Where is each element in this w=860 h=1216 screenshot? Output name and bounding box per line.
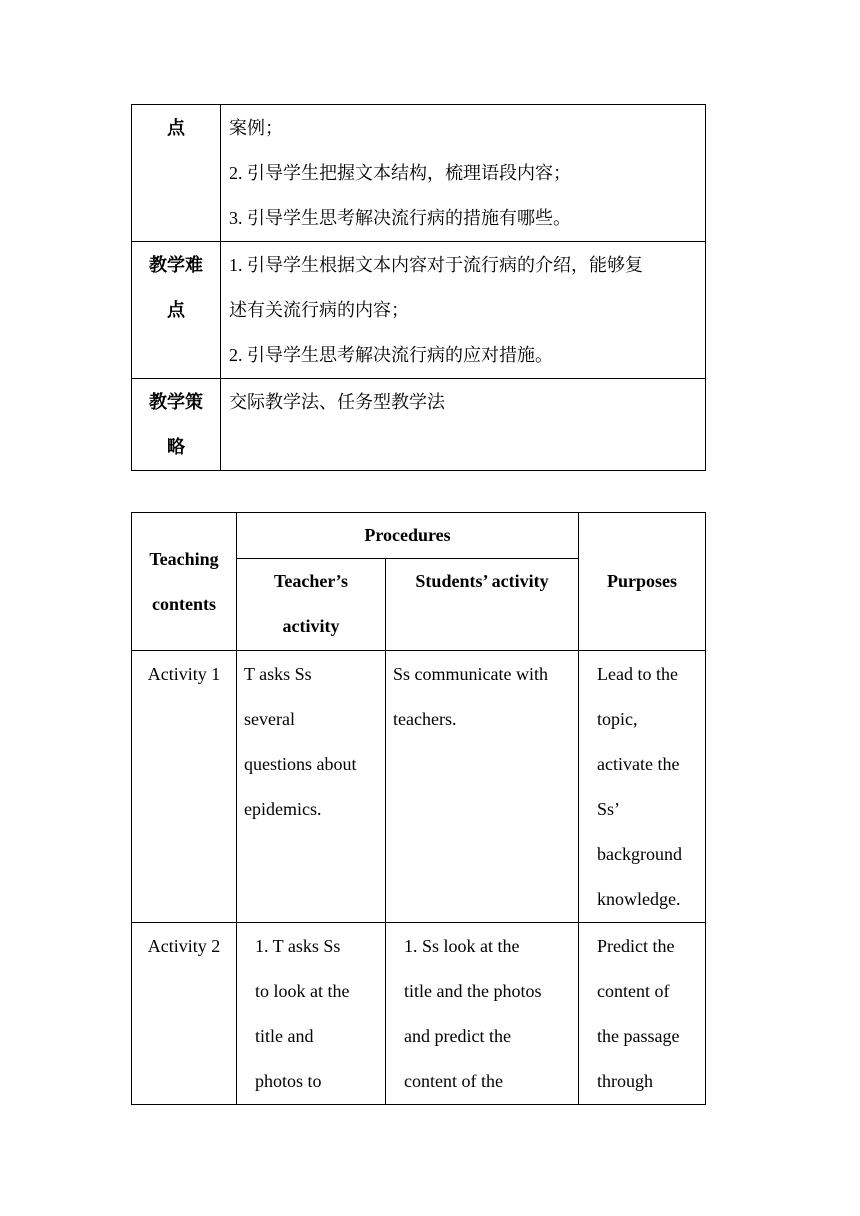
table-row bbox=[132, 105, 706, 242]
cell-line: and predict the bbox=[404, 1026, 511, 1046]
cell-line: 1. T asks Ss bbox=[255, 936, 341, 956]
cell-line: the passage bbox=[597, 1026, 680, 1046]
header-row bbox=[132, 513, 706, 559]
header-line: Teaching bbox=[149, 548, 219, 569]
table-row bbox=[132, 923, 706, 1105]
cell-line: 1. Ss look at the bbox=[404, 936, 520, 956]
header-teachers-activity bbox=[237, 559, 386, 651]
header-line: activity bbox=[282, 616, 340, 636]
cell-purposes bbox=[579, 923, 706, 1105]
cell-line: Ss communicate with bbox=[393, 664, 548, 684]
cell-line: Predict the bbox=[597, 936, 675, 956]
table-row bbox=[132, 379, 706, 471]
label-line: 点 bbox=[167, 300, 185, 320]
cell-line: topic, bbox=[597, 709, 638, 729]
procedures-table bbox=[131, 512, 706, 1105]
cell-line: Lead to the bbox=[597, 664, 678, 684]
row-label bbox=[132, 379, 221, 471]
cell-line: questions about bbox=[244, 754, 357, 774]
cell-purposes bbox=[579, 651, 706, 923]
cell-line: Ss’ bbox=[597, 799, 621, 819]
row-label bbox=[132, 105, 221, 242]
content-line: 1. 引导学生根据文本内容对于流行病的介绍，能够复 bbox=[229, 255, 643, 275]
header-purposes: Purposes bbox=[579, 513, 706, 651]
cell-line: content of the bbox=[404, 1071, 503, 1091]
table-row bbox=[132, 242, 706, 379]
cell-content: Activity 2 bbox=[132, 923, 237, 1105]
cell-teacher bbox=[237, 651, 386, 923]
cell-students bbox=[386, 923, 579, 1105]
cell-line: several bbox=[244, 709, 295, 729]
header-line: Teacher’s bbox=[274, 571, 348, 591]
cell-line: to look at the bbox=[255, 981, 350, 1001]
cell-content: Activity 1 bbox=[132, 651, 237, 923]
content-line: 述有关流行病的内容； bbox=[229, 300, 409, 320]
cell-line: teachers. bbox=[393, 709, 457, 729]
cell-line: T asks Ss bbox=[244, 664, 312, 684]
content-line: 交际教学法、任务型教学法 bbox=[229, 392, 445, 412]
row-content bbox=[221, 379, 706, 471]
header-students-activity: Students’ activity bbox=[386, 559, 579, 651]
label-line: 点 bbox=[167, 118, 185, 138]
table-row bbox=[132, 651, 706, 923]
header-procedures: Procedures bbox=[237, 513, 579, 559]
row-content bbox=[221, 242, 706, 379]
content-line: 3. 引导学生思考解决流行病的措施有哪些。 bbox=[229, 208, 571, 228]
row-content bbox=[221, 105, 706, 242]
label-line: 略 bbox=[167, 437, 185, 457]
cell-line: knowledge. bbox=[597, 889, 681, 909]
content-line: 2. 引导学生把握文本结构，梳理语段内容； bbox=[229, 163, 571, 183]
cell-students bbox=[386, 651, 579, 923]
cell-line: background bbox=[597, 844, 682, 864]
row-label bbox=[132, 242, 221, 379]
cell-line: epidemics. bbox=[244, 799, 322, 819]
cell-line: title and bbox=[255, 1026, 314, 1046]
content-line: 2. 引导学生思考解决流行病的应对措施。 bbox=[229, 345, 553, 365]
cell-line: activate the bbox=[597, 754, 680, 774]
header-line: contents bbox=[152, 593, 216, 614]
cell-line: title and the photos bbox=[404, 981, 542, 1001]
label-line: 教学难 bbox=[149, 255, 203, 275]
cell-line: photos to bbox=[255, 1071, 322, 1091]
header-teaching-contents bbox=[132, 513, 237, 651]
label-line: 教学策 bbox=[149, 392, 203, 412]
cell-line: content of bbox=[597, 981, 670, 1001]
teaching-focus-table bbox=[131, 104, 706, 471]
cell-teacher bbox=[237, 923, 386, 1105]
cell-line: through bbox=[597, 1071, 654, 1091]
content-line: 案例； bbox=[229, 118, 283, 138]
